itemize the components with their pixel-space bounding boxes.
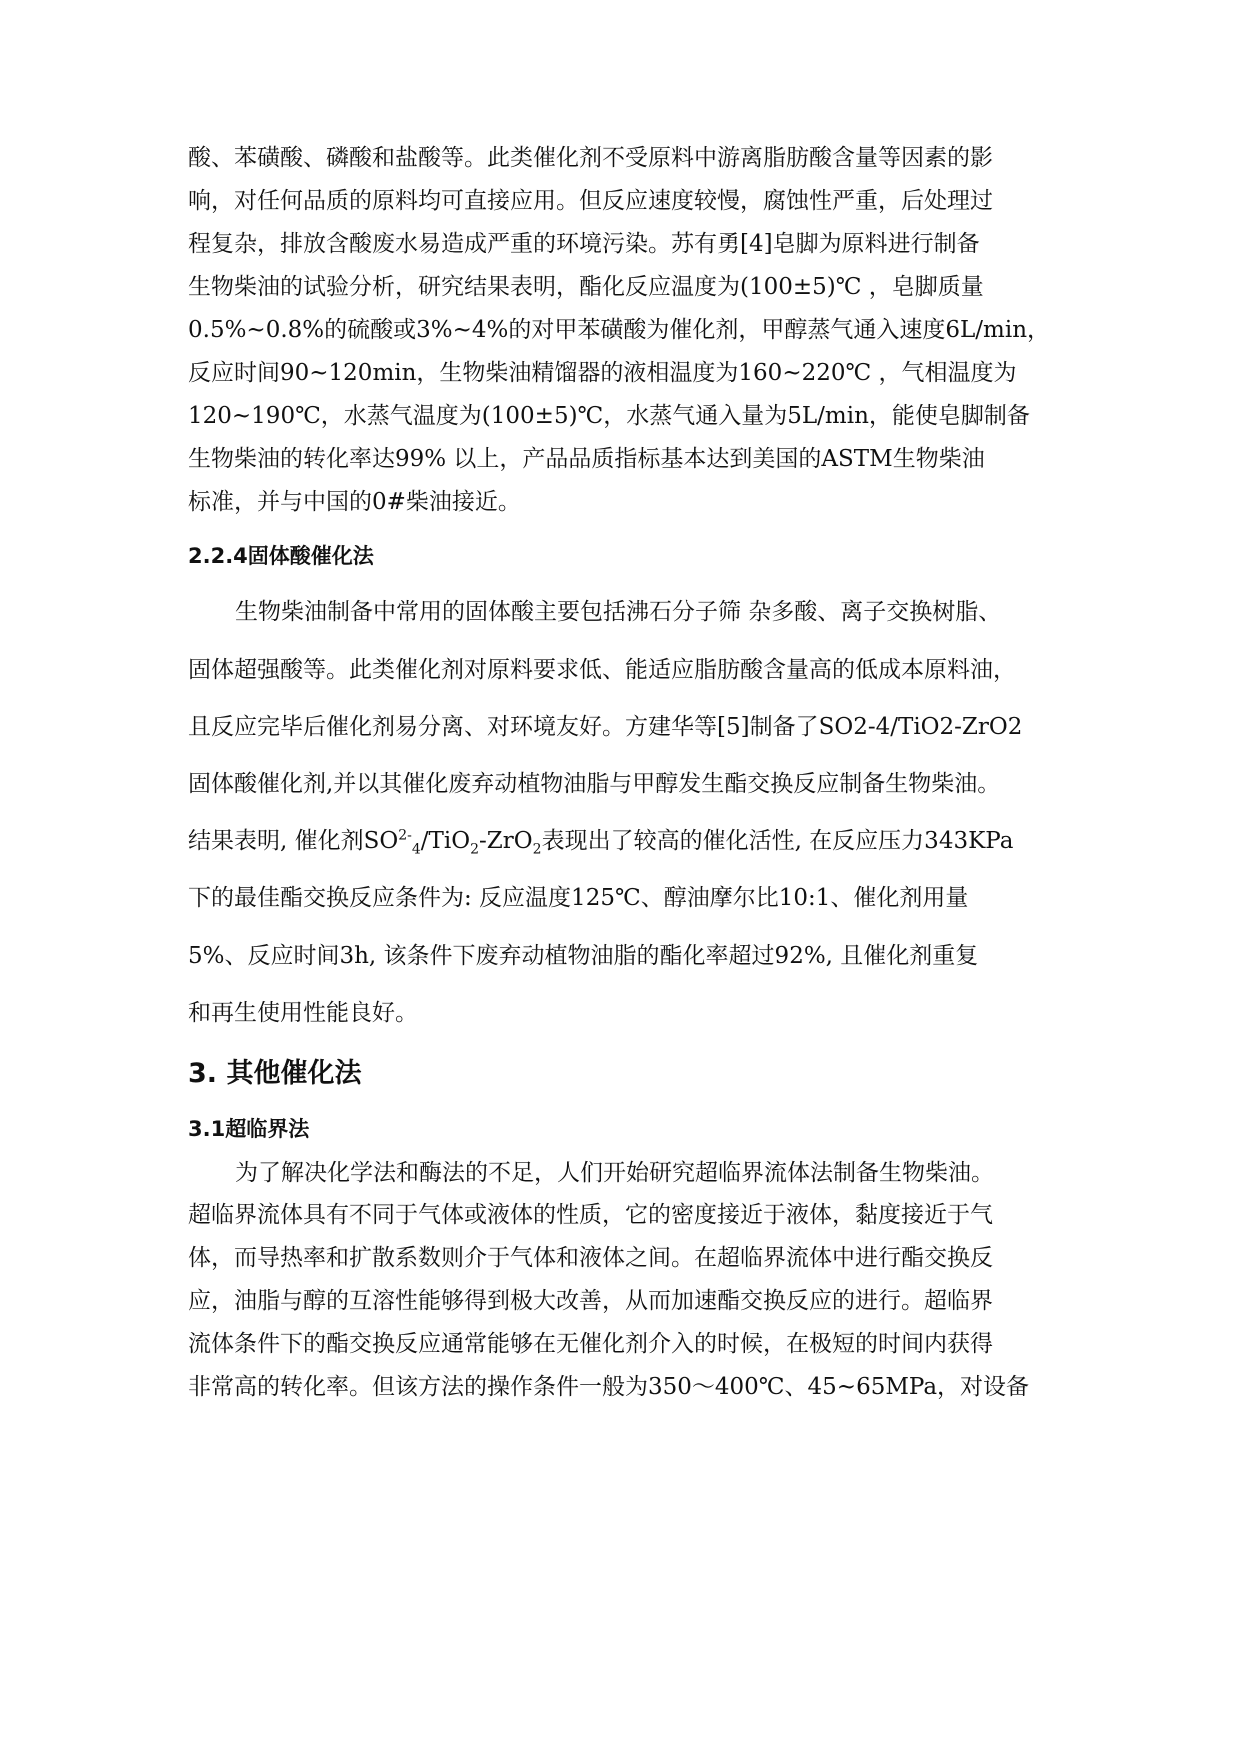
paragraph-c-line-4: 应，油脂与醇的互溶性能够得到极大改善，从而加速酯交换反应的进行。超临界 [188,1288,993,1314]
subscript-2-a: 2 [470,841,480,858]
subscript-2-b: 2 [532,841,542,858]
paragraph-a-line-9: 标准，并与中国的0#柴油接近。 [188,489,521,515]
superscript-2-minus: 2- [398,827,412,844]
paragraph-b-line-3: 且反应完毕后催化剂易分离、对环境友好。方建华等[5]制备了SO2-4/TiO2-ZrO2 [188,714,1023,740]
paragraph-b-line-5 [188,826,1013,856]
section-heading-2-2-4: 2.2.4固体酸催化法 [188,544,374,568]
paragraph-b-line-7: 5%、反应时间3h, 该条件下废弃动植物油脂的酯化率超过92%, 且催化剂重复 [188,943,979,969]
paragraph-b-line-2: 固体超强酸等。此类催化剂对原料要求低、能适应脂肪酸含量高的低成本原料油， [188,657,1016,683]
section-heading-3: 3. 其他催化法 [188,1058,362,1089]
line-5-text-after: 表现出了较高的催化活性, 在反应压力343KPa [541,828,1014,854]
paragraph-b-line-8: 和再生使用性能良好。 [188,1000,418,1026]
paragraph-b-line-4: 固体酸催化剂,并以其催化废弃动植物油脂与甲醇发生酯交换反应制备生物柴油。 [188,771,1001,797]
paragraph-c-line-5: 流体条件下的酯交换反应通常能够在无催化剂介入的时候，在极短的时间内获得 [188,1331,993,1357]
paragraph-b-line-6: 下的最佳酯交换反应条件为: 反应温度125℃、醇油摩尔比10:1、催化剂用量 [188,885,969,911]
paragraph-a-line-7: 120~190℃，水蒸气温度为(100±5)℃，水蒸气通入量为5L/min，能使皂脚制备 [188,403,1030,429]
paragraph-a-line-1: 酸、苯磺酸、磷酸和盐酸等。此类催化剂不受原料中游离脂肪酸含量等因素的影 [188,145,993,171]
line-5-text-before: 结果表明, 催化剂SO [188,828,399,854]
section-heading-3-1: 3.1超临界法 [188,1117,310,1141]
paragraph-a-line-6: 反应时间90~120min，生物柴油精馏器的液相温度为160~220℃ ，气相温度为 [188,360,1017,386]
paragraph-b-line-1: 生物柴油制备中常用的固体酸主要包括沸石分子筛 杂多酸、离子交换树脂、 [235,599,1002,625]
paragraph-a-line-4: 生物柴油的试验分析，研究结果表明，酯化反应温度为(100±5)℃ ，皂脚质量 [188,274,984,300]
paragraph-c-line-6: 非常高的转化率。但该方法的操作条件一般为350～400℃、45~65MPa，对设备 [188,1374,1030,1400]
paragraph-a-line-2: 响，对任何品质的原料均可直接应用。但反应速度较慢，腐蚀性严重，后处理过 [188,188,993,214]
paragraph-a-line-5: 0.5%~0.8%的硫酸或3%~4%的对甲苯磺酸为催化剂，甲醇蒸气通入速度6L/min， [188,317,1051,343]
line-5-text-zro: -ZrO [479,828,533,854]
paragraph-c-line-2: 超临界流体具有不同于气体或液体的性质，它的密度接近于液体，黏度接近于气 [188,1202,993,1228]
subscript-4: 4 [411,841,421,858]
line-5-text-tio: /TiO [420,828,471,854]
paragraph-c-line-1: 为了解决化学法和酶法的不足，人们开始研究超临界流体法制备生物柴油。 [235,1160,994,1186]
paragraph-a-line-8: 生物柴油的转化率达99% 以上，产品品质指标基本达到美国的ASTM生物柴油 [188,446,985,472]
paragraph-a-line-3: 程复杂，排放含酸废水易造成严重的环境污染。苏有勇[4]皂脚为原料进行制备 [188,231,980,257]
paragraph-c-line-3: 体，而导热率和扩散系数则介于气体和液体之间。在超临界流体中进行酯交换反 [188,1245,993,1271]
